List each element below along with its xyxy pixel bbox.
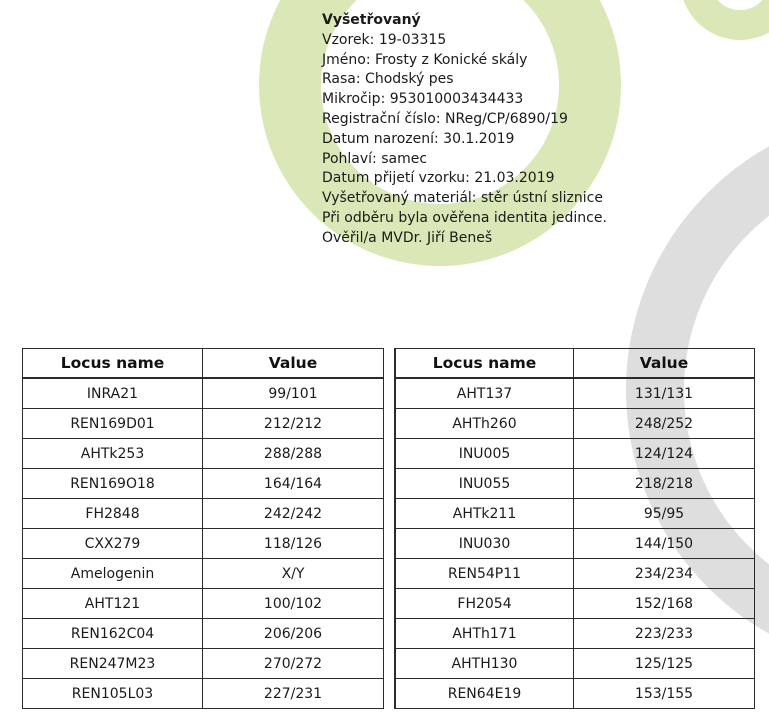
value-cell: 206/206 [203,619,384,649]
value-cell: 288/288 [203,439,384,469]
locus-name-cell: AHTk253 [23,439,203,469]
table-row [23,378,384,409]
table-header-row [23,349,384,379]
examined-title: Vyšetřovaný [322,12,421,28]
table-header-row [396,349,755,379]
table-row [23,679,384,709]
locus-name-cell: INU005 [396,439,574,469]
value-header: Value [574,349,755,379]
table-row [23,469,384,499]
sample-id-line: Vzorek: 19-03315 [322,31,447,48]
table-row [23,649,384,679]
table-row [396,559,755,589]
table-row [396,439,755,469]
registration-line: Registrační číslo: NReg/CP/6890/19 [322,110,568,127]
locus-name-cell: FH2848 [23,499,203,529]
table-row [23,529,384,559]
value-cell: 227/231 [203,679,384,709]
table-row [23,619,384,649]
value-cell: 248/252 [574,409,755,439]
value-cell: 99/101 [203,378,384,409]
locus-name-cell: AHTh171 [396,619,574,649]
value-cell: 125/125 [574,649,755,679]
table-row [396,589,755,619]
locus-name-cell: REN105L03 [23,679,203,709]
value-cell: 95/95 [574,499,755,529]
table-row [23,499,384,529]
locus-name-cell: INU055 [396,469,574,499]
verified-by-line: Ověřil/a MVDr. Jiří Beneš [322,229,493,246]
value-cell: 124/124 [574,439,755,469]
value-cell: 270/272 [203,649,384,679]
value-cell: X/Y [203,559,384,589]
microchip-line: Mikročip: 953010003434433 [322,91,524,108]
value-cell: 144/150 [574,529,755,559]
locus-results [22,348,754,709]
value-cell: 212/212 [203,409,384,439]
table-row [396,619,755,649]
locus-name-cell: REN162C04 [23,619,203,649]
value-cell: 152/168 [574,589,755,619]
value-cell: 164/164 [203,469,384,499]
name-line: Jméno: Frosty z Konické skály [322,51,528,68]
locus-name-cell: CXX279 [23,529,203,559]
value-cell: 100/102 [203,589,384,619]
value-cell: 131/131 [574,378,755,409]
sex-line: Pohlaví: samec [322,150,428,167]
locus-table-left [22,348,384,709]
locus-table-right [395,348,755,709]
locus-name-cell: AHT137 [396,378,574,409]
table-row [23,559,384,589]
locus-name-cell: REN247M23 [23,649,203,679]
material-line: Vyšetřovaný materiál: stěr ústní sliznice [322,190,603,207]
sample-received-line: Datum přijetí vzorku: 21.03.2019 [322,170,555,187]
table-row [396,409,755,439]
table-row [396,499,755,529]
locus-name-cell: REN169D01 [23,409,203,439]
locus-name-cell: AHTh260 [396,409,574,439]
table-divider [383,348,395,709]
locus-name-cell: REN64E19 [396,679,574,709]
table-row [23,439,384,469]
value-cell: 218/218 [574,469,755,499]
locus-name-cell: AHTH130 [396,649,574,679]
locus-name-header: Locus name [23,349,203,379]
locus-name-header: Locus name [396,349,574,379]
locus-name-cell: AHT121 [23,589,203,619]
locus-name-cell: INU030 [396,529,574,559]
table-row [396,649,755,679]
table-row [396,679,755,709]
locus-name-cell: INRA21 [23,378,203,409]
identity-verified-line: Při odběru byla ověřena identita jedince. [322,209,607,226]
table-row [396,529,755,559]
locus-name-cell: AHTk211 [396,499,574,529]
birth-date-line: Datum narození: 30.1.2019 [322,130,515,147]
value-cell: 118/126 [203,529,384,559]
locus-name-cell: FH2054 [396,589,574,619]
examined-info-block [322,11,607,249]
locus-name-cell: REN54P11 [396,559,574,589]
table-row [396,469,755,499]
value-cell: 223/233 [574,619,755,649]
locus-name-cell: REN169O18 [23,469,203,499]
locus-name-cell: Amelogenin [23,559,203,589]
value-cell: 153/155 [574,679,755,709]
breed-line: Rasa: Chodský pes [322,71,454,88]
table-row [23,589,384,619]
value-cell: 234/234 [574,559,755,589]
table-row [23,409,384,439]
value-header: Value [203,349,384,379]
value-cell: 242/242 [203,499,384,529]
table-row [396,378,755,409]
green-ring-small [695,0,769,25]
